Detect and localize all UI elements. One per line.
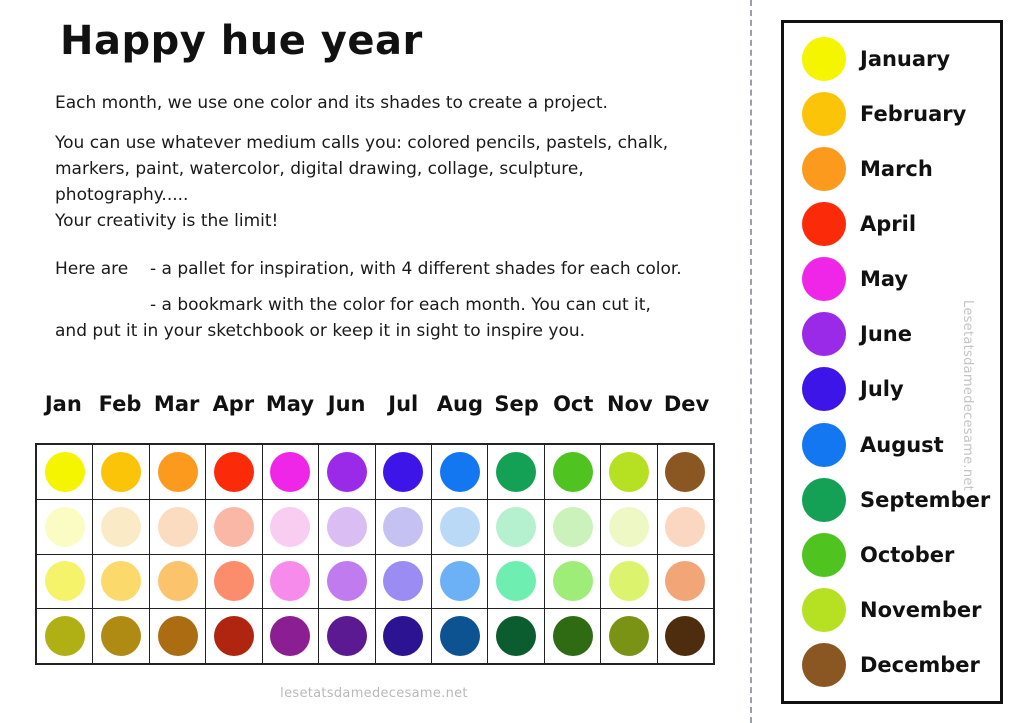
- intro-paragraph-3: Your creativity is the limit!: [55, 211, 279, 231]
- color-swatch: [45, 561, 85, 601]
- palette-cell: [318, 500, 374, 554]
- intro-paragraph-2: You can use whatever medium calls you: colored pencils, pastels, chalk, markers, paint, watercolor, digital drawing, collage, sculpture, photography.....: [55, 133, 669, 205]
- palette-cell: [262, 609, 318, 663]
- color-swatch: [665, 561, 705, 601]
- palette-month-header: Oct: [553, 392, 594, 416]
- bookmark-color-dot: [802, 367, 846, 411]
- palette-cell: [487, 445, 543, 499]
- color-swatch: [496, 616, 536, 656]
- page-title: Happy hue year: [60, 18, 423, 64]
- palette-cell: [544, 555, 600, 609]
- bookmark-month-row: [784, 639, 1000, 691]
- palette-row: [37, 499, 713, 554]
- palette-cell: [37, 555, 92, 609]
- palette-month-header: Sep: [494, 392, 539, 416]
- bookmark-color-dot: [802, 147, 846, 191]
- palette-cell: [657, 555, 713, 609]
- bookmark-color-dot: [802, 312, 846, 356]
- bookmark-month-label: January: [860, 47, 951, 71]
- color-swatch: [665, 507, 705, 547]
- bookmark-color-dot: [802, 202, 846, 246]
- palette-month-header: Feb: [98, 392, 142, 416]
- palette-cell: [205, 500, 261, 554]
- color-swatch: [214, 507, 254, 547]
- bookmark-month-row: [784, 198, 1000, 250]
- color-swatch: [383, 561, 423, 601]
- cut-line-divider: [750, 0, 752, 723]
- palette-month-header: May: [265, 392, 315, 416]
- instructions-row-1: [55, 256, 735, 282]
- palette-cell: [431, 555, 487, 609]
- instructions-item-2: - a bookmark with the color for each month. You can cut it,: [150, 295, 651, 315]
- palette-month-header: Apr: [212, 392, 255, 416]
- bookmark-month-label: February: [860, 102, 967, 127]
- instructions-item-2-continued: and put it in your sketchbook or keep it in sight to inspire you.: [55, 321, 586, 341]
- palette-cell: [149, 609, 205, 663]
- color-swatch: [45, 452, 85, 492]
- palette-cell: [487, 609, 543, 663]
- color-swatch: [45, 507, 85, 547]
- bookmark-color-dot: [802, 37, 846, 81]
- color-swatch: [101, 561, 141, 601]
- palette-cell: [431, 445, 487, 499]
- color-swatch: [496, 561, 536, 601]
- palette-row: [37, 554, 713, 609]
- palette-cell: [544, 445, 600, 499]
- color-swatch: [45, 616, 85, 656]
- color-swatch: [553, 452, 593, 492]
- palette-cell: [205, 609, 261, 663]
- palette-cell: [92, 609, 148, 663]
- bookmark-month-row: [784, 584, 1000, 636]
- color-swatch: [440, 561, 480, 601]
- palette-cell: [37, 445, 92, 499]
- instructions-lead-label: Here are: [55, 259, 129, 279]
- bookmark-month-label: November: [860, 597, 982, 622]
- bookmark-color-dot: [802, 643, 846, 687]
- palette-cell: [487, 555, 543, 609]
- color-swatch: [158, 452, 198, 492]
- color-swatch: [553, 616, 593, 656]
- palette-cell: [600, 609, 656, 663]
- color-swatch: [214, 561, 254, 601]
- color-swatch: [158, 507, 198, 547]
- color-swatch: [609, 616, 649, 656]
- color-swatch: [101, 452, 141, 492]
- color-swatch: [327, 616, 367, 656]
- bookmark-month-label: May: [860, 267, 909, 292]
- color-swatch: [327, 452, 367, 492]
- color-swatch: [101, 616, 141, 656]
- palette-cell: [37, 609, 92, 663]
- color-swatch: [609, 452, 649, 492]
- palette-month-header: Aug: [436, 392, 484, 416]
- palette-cell: [149, 500, 205, 554]
- bookmark-month-label: June: [860, 322, 912, 347]
- palette-cell: [92, 445, 148, 499]
- color-swatch: [101, 507, 141, 547]
- palette-cell: [262, 445, 318, 499]
- bookmark-month-label: December: [860, 652, 980, 677]
- palette-row: [37, 608, 713, 663]
- palette-cell: [431, 609, 487, 663]
- intro-paragraph-1: Each month, we use one color and its shades to create a project.: [55, 93, 608, 113]
- color-swatch: [383, 452, 423, 492]
- palette-cell: [657, 445, 713, 499]
- palette-cell: [544, 500, 600, 554]
- color-swatch: [609, 507, 649, 547]
- palette-cell: [375, 445, 431, 499]
- color-swatch: [158, 616, 198, 656]
- color-swatch: [440, 616, 480, 656]
- color-swatch: [553, 507, 593, 547]
- palette-cell: [544, 609, 600, 663]
- palette-cell: [657, 609, 713, 663]
- footer-credit: lesetatsdamedecesame.net: [280, 686, 468, 701]
- palette-month-header: Dev: [663, 392, 710, 416]
- intro-text: [55, 90, 715, 248]
- color-swatch: [440, 452, 480, 492]
- color-swatch: [270, 507, 310, 547]
- color-swatch: [440, 507, 480, 547]
- color-swatch: [553, 561, 593, 601]
- color-swatch: [327, 561, 367, 601]
- color-swatch: [270, 452, 310, 492]
- bookmark-month-label: April: [860, 212, 917, 237]
- palette-cell: [262, 500, 318, 554]
- palette-cell: [487, 500, 543, 554]
- palette-month-header: Jan: [44, 392, 82, 416]
- palette-cell: [37, 500, 92, 554]
- palette-cell: [318, 445, 374, 499]
- palette-cell: [205, 555, 261, 609]
- instructions-item-1: - a pallet for inspiration, with 4 different shades for each color.: [150, 259, 682, 279]
- color-swatch: [327, 507, 367, 547]
- color-swatch: [665, 616, 705, 656]
- palette-month-header: Nov: [607, 392, 653, 416]
- bookmark-color-dot: [802, 588, 846, 632]
- bookmark-month-label: July: [860, 377, 904, 402]
- bookmark-color-dot: [802, 257, 846, 301]
- palette-cell: [431, 500, 487, 554]
- palette-month-header: Mar: [153, 392, 200, 416]
- palette-row: [37, 445, 713, 499]
- palette-cell: [375, 500, 431, 554]
- bookmark-month-label: October: [860, 542, 955, 567]
- palette-cell: [149, 555, 205, 609]
- palette-cell: [92, 500, 148, 554]
- color-swatch: [609, 561, 649, 601]
- palette-month-header: Jul: [388, 392, 419, 416]
- bookmark-month-row: [784, 88, 1000, 140]
- palette-cell: [375, 555, 431, 609]
- color-swatch: [270, 616, 310, 656]
- color-swatch: [383, 507, 423, 547]
- bookmark-color-dot: [802, 92, 846, 136]
- bookmark-color-dot: [802, 423, 846, 467]
- palette-cell: [600, 555, 656, 609]
- palette-cell: [149, 445, 205, 499]
- color-swatch: [214, 616, 254, 656]
- palette-cell: [205, 445, 261, 499]
- bookmark-month-row: [784, 143, 1000, 195]
- bookmark-month-row: [784, 33, 1000, 85]
- palette-cell: [375, 609, 431, 663]
- color-swatch: [158, 561, 198, 601]
- bookmark-month-label: September: [860, 487, 991, 512]
- bookmark-month-label: March: [860, 157, 933, 182]
- palette-cell: [657, 500, 713, 554]
- bookmark-month-row: [784, 529, 1000, 581]
- palette-cell: [318, 609, 374, 663]
- palette-cell: [92, 555, 148, 609]
- bookmark-month-row: [784, 253, 1000, 305]
- color-swatch: [383, 616, 423, 656]
- color-swatch: [496, 452, 536, 492]
- palette-month-headers: [35, 392, 715, 416]
- palette-cell: [262, 555, 318, 609]
- palette-cell: [600, 500, 656, 554]
- palette-cell: [600, 445, 656, 499]
- palette-month-header: Jun: [327, 392, 366, 416]
- color-swatch: [496, 507, 536, 547]
- side-credit: Lesetatsdamedecesame.net: [960, 300, 975, 492]
- bookmark-color-dot: [802, 478, 846, 522]
- bookmark-color-dot: [802, 533, 846, 577]
- color-palette-grid: [35, 443, 715, 665]
- bookmark-month-label: August: [860, 432, 944, 457]
- color-swatch: [665, 452, 705, 492]
- palette-cell: [318, 555, 374, 609]
- color-swatch: [270, 561, 310, 601]
- instructions-block: [55, 256, 735, 344]
- color-swatch: [214, 452, 254, 492]
